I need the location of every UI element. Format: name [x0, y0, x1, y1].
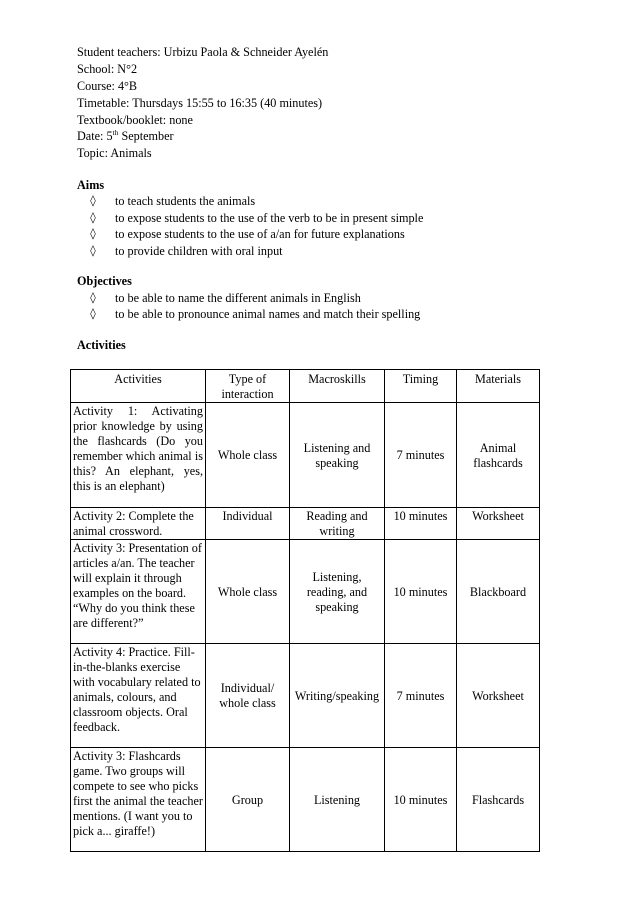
- table-row: [71, 644, 540, 748]
- list-item: [77, 210, 557, 226]
- timing-cell: 7 minutes: [385, 403, 457, 508]
- macroskills-cell: Listening and speaking: [290, 403, 385, 508]
- materials-cell: Blackboard: [457, 540, 540, 644]
- aim-text: to expose students to the use of a/an for future explanations: [115, 227, 405, 242]
- activity-cell: Activity 4: Practice. Fill-in-the-blanks exercise with vocabulary related to animals, colours, and classroom objects. Oral feedback.: [71, 644, 206, 748]
- objective-text: to be able to name the different animals in English: [115, 290, 361, 305]
- activities-heading: Activities: [77, 338, 126, 353]
- column-header-activities: Activities: [71, 370, 206, 403]
- list-item: [77, 306, 557, 322]
- diamond-bullet-icon: ◊: [90, 194, 96, 208]
- materials-cell: Worksheet: [457, 508, 540, 540]
- materials-cell: Animal flashcards: [457, 403, 540, 508]
- textbook: Textbook/booklet: none: [77, 112, 193, 127]
- macroskills-cell: Listening: [290, 748, 385, 852]
- timing-cell: 7 minutes: [385, 644, 457, 748]
- objectives-heading: Objectives: [77, 274, 132, 289]
- list-item: [77, 193, 557, 209]
- lesson-plan-page: [77, 44, 557, 354]
- student-teachers: Student teachers: Urbizu Paola & Schneider Ayelén: [77, 45, 329, 59]
- macroskills-cell: Listening, reading, and speaking: [290, 540, 385, 644]
- date-superscript: th: [112, 128, 119, 138]
- diamond-bullet-icon: ◊: [90, 227, 96, 241]
- date-prefix: Date: 5: [77, 129, 113, 144]
- aim-text: to teach students the animals: [115, 194, 256, 209]
- school: School: N°2: [77, 61, 138, 76]
- column-header-timing: Timing: [385, 370, 457, 403]
- table-row: [71, 748, 540, 852]
- column-header-interaction: Type of interaction: [206, 370, 290, 403]
- diamond-bullet-icon: ◊: [90, 290, 96, 304]
- column-header-materials: Materials: [457, 370, 540, 403]
- diamond-bullet-icon: ◊: [90, 243, 96, 257]
- table-header-row: [71, 370, 540, 403]
- aim-text: to provide children with oral input: [115, 243, 283, 258]
- column-header-macroskills: Macroskills: [290, 370, 385, 403]
- objectives-list: [77, 290, 557, 323]
- interaction-cell: Individual/ whole class: [206, 644, 290, 748]
- date: [77, 128, 557, 145]
- list-item: [77, 243, 557, 259]
- activities-table: [70, 369, 540, 852]
- list-item: [77, 290, 557, 306]
- timetable: Timetable: Thursdays 15:55 to 16:35 (40 minutes): [77, 95, 323, 110]
- activity-cell: Activity 1: Activating prior knowledge by using the flashcards (Do you remember which animal is this? An elephant, yes, this is an elephant): [71, 403, 206, 508]
- activity-cell: Activity 3: Presentation of articles a/an. The teacher will explain it through examples on the board. “Why do you think these are different?”: [71, 540, 206, 644]
- course: Course: 4°B: [77, 78, 138, 93]
- table-row: [71, 540, 540, 644]
- materials-cell: Worksheet: [457, 644, 540, 748]
- macroskills-cell: Reading and writing: [290, 508, 385, 540]
- table-row: [71, 403, 540, 508]
- aims-heading: Aims: [77, 177, 105, 192]
- timing-cell: 10 minutes: [385, 748, 457, 852]
- diamond-bullet-icon: ◊: [90, 307, 96, 321]
- list-item: [77, 226, 557, 242]
- topic: Topic: Animals: [77, 146, 152, 161]
- materials-cell: Flashcards: [457, 748, 540, 852]
- table-row: [71, 508, 540, 540]
- date-suffix: September: [118, 129, 174, 144]
- interaction-cell: Individual: [206, 508, 290, 540]
- timing-cell: 10 minutes: [385, 540, 457, 644]
- interaction-cell: Whole class: [206, 403, 290, 508]
- diamond-bullet-icon: ◊: [90, 210, 96, 224]
- aims-list: [77, 193, 557, 259]
- aim-text: to expose students to the use of the verb to be in present simple: [115, 210, 424, 225]
- interaction-cell: Group: [206, 748, 290, 852]
- interaction-cell: Whole class: [206, 540, 290, 644]
- activity-cell: Activity 3: Flashcards game. Two groups will compete to see who picks first the animal the teacher mentions. (I want you to pick a... giraffe!): [71, 748, 206, 852]
- activity-cell: Activity 2: Complete the animal crossword.: [71, 508, 206, 540]
- macroskills-cell: Writing/speaking: [290, 644, 385, 748]
- timing-cell: 10 minutes: [385, 508, 457, 540]
- objective-text: to be able to pronounce animal names and match their spelling: [115, 307, 421, 322]
